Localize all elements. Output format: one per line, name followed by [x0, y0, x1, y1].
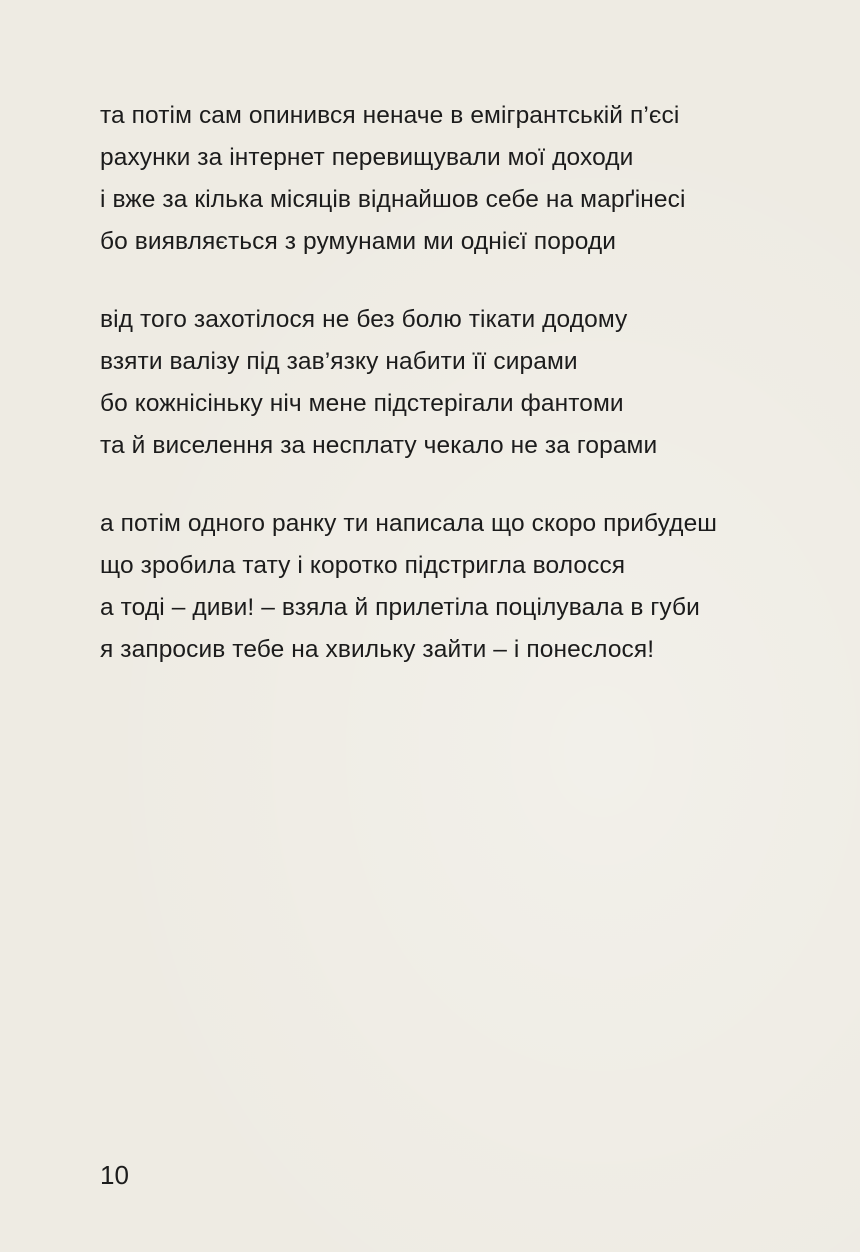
stanza-2 [100, 299, 820, 467]
poem-line: я запросив тебе на хвильку зайти – і понеслося! [100, 636, 655, 663]
page-number: 10 [100, 1160, 129, 1190]
poem-text [100, 95, 820, 707]
poem-line: взяти валізу під зав’язку набити її сирами [100, 348, 578, 375]
poem-line: бо кожнісіньку ніч мене підстерігали фантоми [100, 390, 624, 417]
poem-line: бо виявляється з румунами ми однієї породи [100, 228, 617, 255]
poem-line: а тоді – диви! – взяла й прилетіла поцілувала в губи [100, 594, 700, 621]
poem-line: і вже за кілька місяців віднайшов себе на марґінесі [100, 186, 686, 213]
poem-line: та потім сам опинився неначе в емігрантській п’єсі [100, 102, 680, 129]
stanza-3 [100, 503, 820, 671]
poem-line: а потім одного ранку ти написала що скоро прибудеш [100, 510, 718, 537]
poem-line: від того захотілося не без болю тікати додому [100, 306, 628, 333]
poem-line: та й виселення за несплату чекало не за горами [100, 432, 658, 459]
poem-line: що зробила тату і коротко підстригла волосся [100, 552, 626, 579]
stanza-1 [100, 95, 820, 263]
poem-line: рахунки за інтернет перевищували мої доходи [100, 144, 634, 171]
